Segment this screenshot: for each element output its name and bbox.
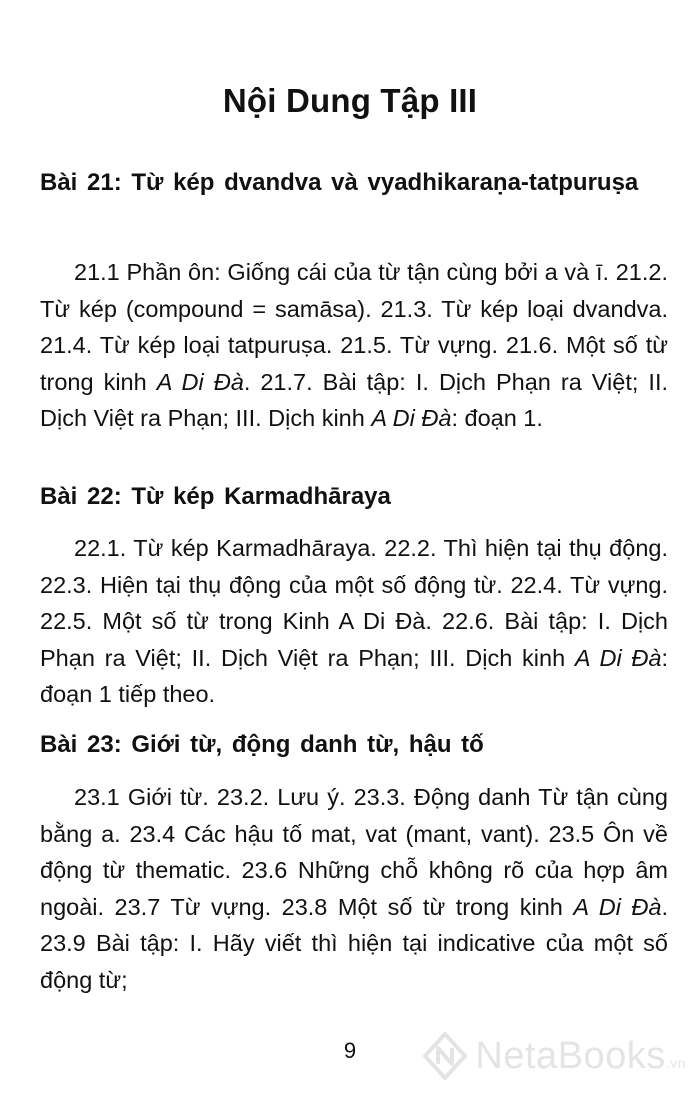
page-number: 9 — [343, 1038, 357, 1063]
italic-title: A Di Đà — [574, 644, 662, 671]
page-title: Nội Dung Tập III — [222, 82, 478, 119]
netabooks-watermark — [421, 1032, 686, 1080]
body-text: 23.1 Giới từ. 23.2. Lưu ý. 23.3. Động danh Từ tận cùng bằng a. 23.4 Các hậu tố mat, vat (mant, vant). 23.5 Ôn về động từ thematic. 23.6 Những chỗ không rõ của hợp âm ngoài. 23.7 Từ vựng. 23.8 Một số từ trong kinh — [40, 784, 668, 920]
body-text: 22.1. Từ kép Karmadhāraya. 22.2. Thì hiện tại thụ động. 22.3. Hiện tại thụ động của một số động từ. 22.4. Từ vựng. 22.5. Một số từ trong Kinh A Di Đà. 22.6. Bài tập: I. Dịch Phạn ra Việt; II. Dịch Việt ra Phạn; III. Dịch kinh — [40, 535, 668, 671]
lesson-22-body — [40, 530, 668, 713]
body-text: . 21.7. Bài tập: I. Dịch Phạn ra Việt; II. Dịch Việt ra Phạn; III. Dịch kinh — [40, 368, 669, 431]
lesson-21-heading: Bài 21: Từ kép dvandva và vyadhikaraṇa-tatpuruṣa — [40, 169, 639, 196]
lesson-23-body — [40, 779, 668, 998]
netabooks-logo-icon — [421, 1032, 469, 1080]
watermark-suffix: .vn — [665, 1054, 686, 1071]
body-text: : đoạn 1. — [451, 405, 543, 431]
italic-title: A Di Đà — [573, 893, 662, 920]
body-text: . 23.9 Bài tập: I. Hãy viết thì hiện tại indicative của một số động từ; — [40, 893, 669, 993]
italic-title: A Di Đà — [371, 405, 452, 431]
watermark-text: NetaBooks — [475, 1034, 666, 1077]
lesson-23-heading: Bài 23: Giới từ, động danh từ, hậu tố — [40, 731, 484, 758]
lesson-22-heading: Bài 22: Từ kép Karmadhāraya — [40, 483, 391, 510]
body-text: : đoạn 1 tiếp theo. — [40, 644, 669, 707]
body-text: 21.1 Phần ôn: Giống cái của từ tận cùng bởi a và ī. 21.2. Từ kép (compound = samāsa). 21.3. Từ kép loại dvandva. 21.4. Từ kép loại tatpuruṣa. 21.5. Từ vựng. 21.6. Một số từ trong kinh — [40, 259, 668, 395]
lesson-21-body — [40, 254, 668, 437]
italic-title: A Di Đà — [156, 368, 244, 395]
